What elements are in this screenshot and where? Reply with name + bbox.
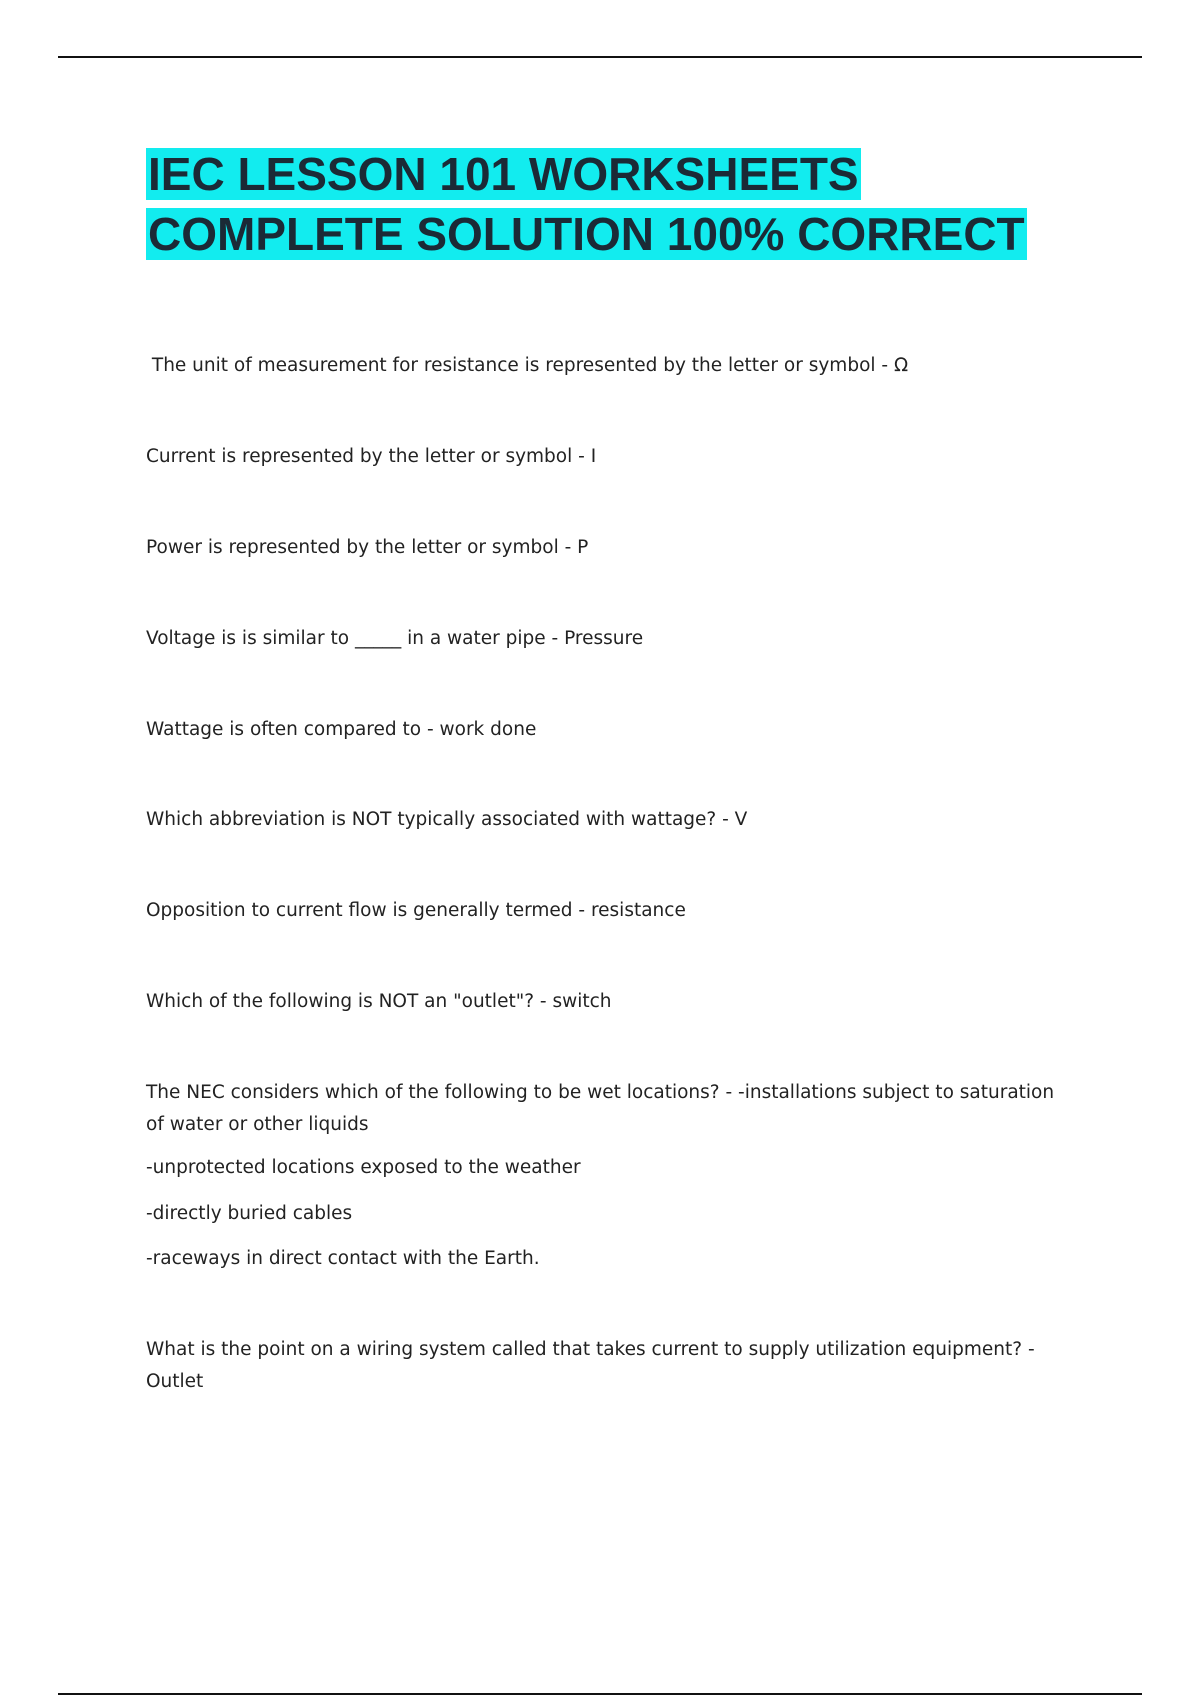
- title-line-1: IEC LESSON 101 WORKSHEETS: [148, 148, 859, 200]
- qa-item-3: Power is represented by the letter or symbol - P: [146, 537, 589, 558]
- document-title: [146, 144, 1027, 264]
- qa-item-7: Opposition to current flow is generally termed - resistance: [146, 900, 686, 921]
- qa-item-9-detail-3: -raceways in direct contact with the Earth.: [146, 1248, 540, 1269]
- qa-item-1: The unit of measurement for resistance is represented by the letter or symbol - Ω: [146, 355, 909, 376]
- qa-item-10: What is the point on a wiring system called that takes current to supply utilization equipment? - Outlet: [146, 1339, 1041, 1392]
- qa-item-6: Which abbreviation is NOT typically associated with wattage? - V: [146, 809, 748, 830]
- qa-item-4: Voltage is is similar to _____ in a water pipe - Pressure: [146, 628, 644, 649]
- header-rule: [58, 56, 1142, 58]
- qa-item-2: Current is represented by the letter or symbol - I: [146, 446, 597, 467]
- qa-item-5: Wattage is often compared to - work done: [146, 719, 537, 740]
- qa-item-8: Which of the following is NOT an "outlet"? - switch: [146, 991, 612, 1012]
- qa-item-9-detail-2: -directly buried cables: [146, 1203, 353, 1224]
- footer-rule: [58, 1693, 1142, 1695]
- qa-item-9-detail-1: -unprotected locations exposed to the weather: [146, 1157, 581, 1178]
- qa-item-9: The NEC considers which of the following to be wet locations? - -installations subject to saturation of water or other liquids: [146, 1082, 1060, 1135]
- title-line-2: COMPLETE SOLUTION 100% CORRECT: [148, 208, 1025, 260]
